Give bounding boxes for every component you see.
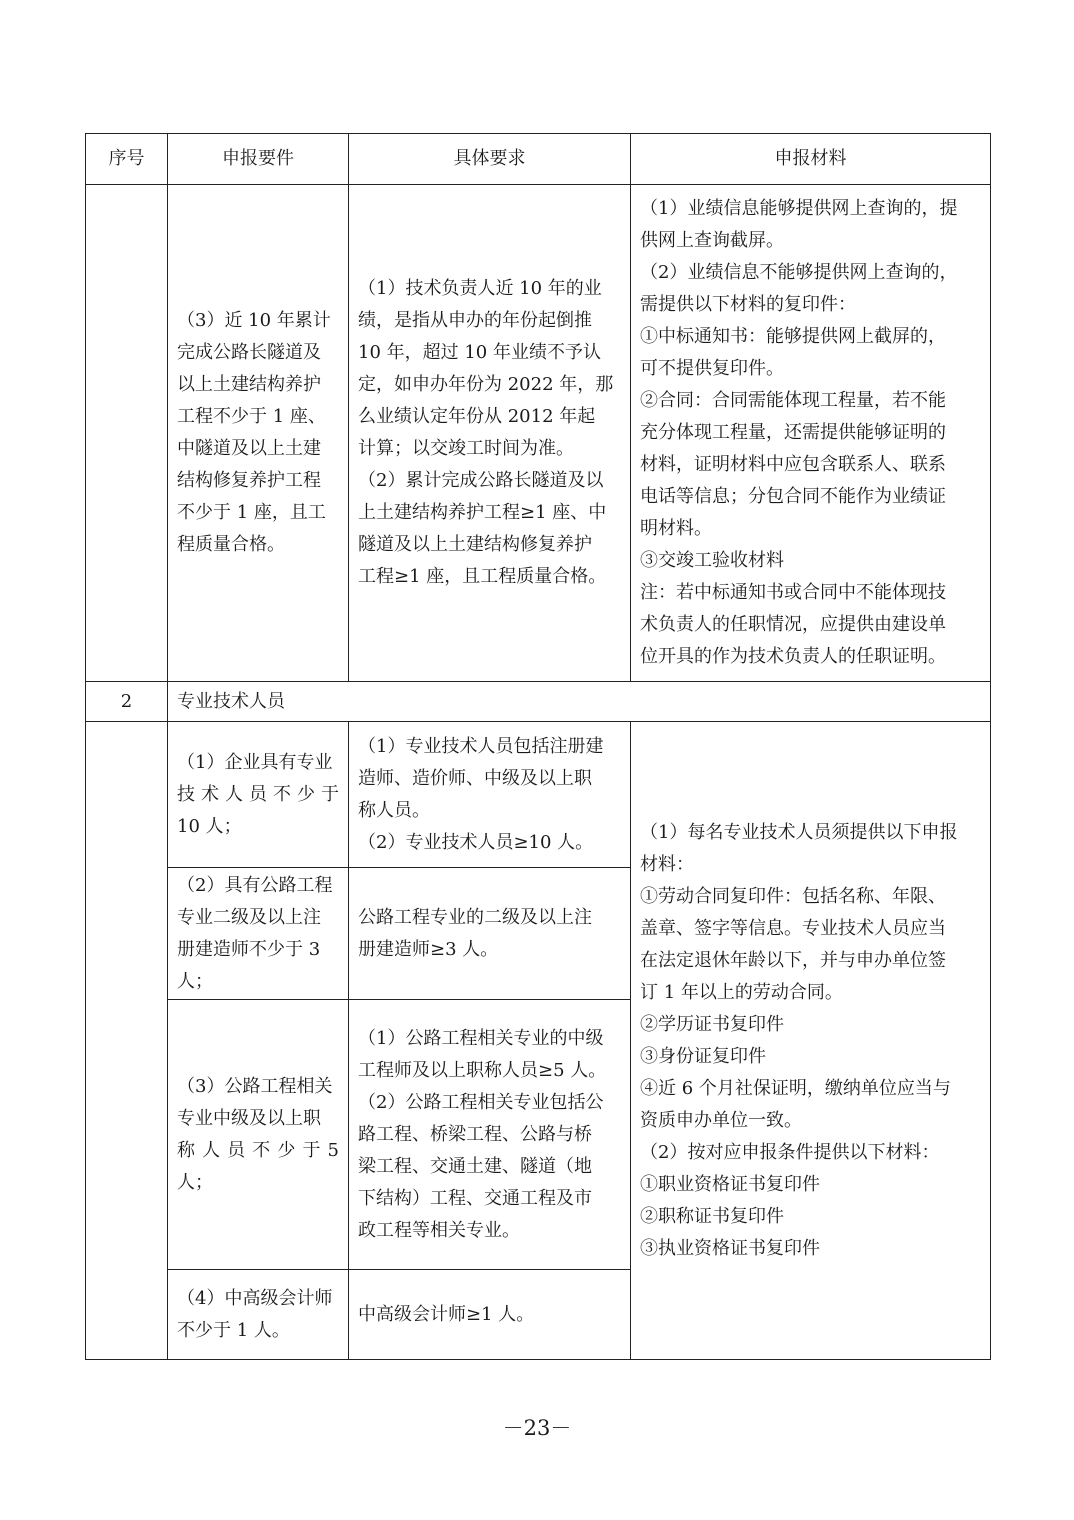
text-line: 10 人； [177,815,242,837]
text-line: 不少于 1 人。 [177,1319,290,1341]
text-line: 电话等信息；分包合同不能作为业绩证 [640,486,946,507]
cell-requirement [168,722,349,868]
text-line: （1）企业具有专业 [177,751,333,773]
cell-specific-requirement [349,1000,631,1270]
text-line: （2）累计完成公路长隧道及以 [358,470,604,491]
text-line: 在法定退休年龄以下，并与申办单位签 [640,949,946,971]
text-line: 册建造师不少于 3 [177,938,321,960]
text-line: 中隧道及以上土建 [177,438,321,459]
text-line: 材料，证明材料中应包含联系人、联系 [640,454,946,475]
text-line: 梁工程、交通土建、隧道（地 [358,1155,592,1177]
cell-materials [631,185,991,682]
cell-specific-requirement [349,1270,631,1360]
text-line: （1）专业技术人员包括注册建 [358,735,604,757]
text-line: 公路工程专业的二级及以上注 [358,906,592,928]
cell-requirement [168,1000,349,1270]
text-line: 工程师及以上职称人员≥5 人。 [358,1059,607,1081]
text-line: 专业中级及以上职 [177,1107,321,1129]
text-line: ②合同：合同需能体现工程量，若不能 [640,390,946,411]
text-line: 程质量合格。 [177,534,285,555]
text-line: 政工程等相关专业。 [358,1219,520,1241]
cell-serial-empty [86,722,168,1360]
cell-materials [631,722,991,1360]
text-line: 10 年，超过 10 年业绩不予认 [358,342,601,363]
text-line: 完成公路长隧道及 [177,342,321,363]
text-line: ③执业资格证书复印件 [640,1237,820,1259]
text-line: 工程≥1 座，且工程质量合格。 [358,566,607,587]
text-line: ③身份证复印件 [640,1045,766,1067]
text-line: （3）近 10 年累计 [177,310,331,331]
text-line: 注：若中标通知书或合同中不能体现技 [640,582,946,603]
section-title: 专业技术人员 [168,682,991,722]
table-row-performance [86,185,991,682]
text-line: （2）公路工程相关专业包括公 [358,1091,604,1113]
text-line: 供网上查询截屏。 [640,230,784,251]
text-line: 明材料。 [640,518,712,539]
text-line: 计算；以交竣工时间为准。 [358,438,574,459]
text-line: 造师、造价师、中级及以上职 [358,767,592,789]
text-line: （3）公路工程相关 [177,1075,333,1097]
page-number: －23－ [502,1416,572,1440]
text-line: 不少于 1 座，且工 [177,502,326,523]
text-line: 技 术 人 员 不 少 于 [177,783,339,805]
text-line: 称人员。 [358,799,430,821]
text-line: 人； [177,970,213,992]
text-line: （1）业绩信息能够提供网上查询的，提 [640,198,958,219]
requirements-table [85,133,991,1360]
text-line: 可不提供复印件。 [640,358,784,379]
cell-serial-empty [86,185,168,682]
text-line: 专业二级及以上注 [177,906,321,928]
text-line: 工程不少于 1 座、 [177,406,326,427]
text-line: 么业绩认定年份从 2012 年起 [358,406,596,427]
text-line: 定，如申办年份为 2022 年，那 [358,374,614,395]
text-line: （1）公路工程相关专业的中级 [358,1027,604,1049]
text-line: 上土建结构养护工程≥1 座、中 [358,502,607,523]
text-line: 人； [177,1171,213,1193]
text-line: 盖章、签字等信息。专业技术人员应当 [640,917,946,939]
cell-specific-requirement [349,185,631,682]
text-line: （1）每名专业技术人员须提供以下申报 [640,821,958,843]
header-row [86,134,991,185]
text-line: ①劳动合同复印件：包括名称、年限、 [640,885,946,907]
text-line: 需提供以下材料的复印件： [640,294,856,315]
text-line: 结构修复养护工程 [177,470,321,491]
text-line: 充分体现工程量，还需提供能够证明的 [640,422,946,443]
header-specific-requirement: 具体要求 [349,134,631,185]
text-line: 下结构）工程、交通工程及市 [358,1187,592,1209]
text-line: 隧道及以上土建结构修复养护 [358,534,592,555]
header-requirement: 申报要件 [168,134,349,185]
text-line: 中高级会计师≥1 人。 [358,1303,535,1325]
text-line: 资质申办单位一致。 [640,1109,802,1131]
header-materials: 申报材料 [631,134,991,185]
text-line: ③交竣工验收材料 [640,550,784,571]
text-line: （1）技术负责人近 10 年的业 [358,278,602,299]
text-line: （2）具有公路工程 [177,874,333,896]
table-row-staff-1 [86,722,991,868]
cell-specific-requirement [349,868,631,1000]
text-line: （2）按对应申报条件提供以下材料： [640,1141,940,1163]
text-line: ①中标通知书：能够提供网上截屏的， [640,326,946,347]
text-line: （4）中高级会计师 [177,1287,333,1309]
text-line: 术负责人的任职情况，应提供由建设单 [640,614,946,635]
table-row-section-2 [86,682,991,722]
text-line: ②学历证书复印件 [640,1013,784,1035]
text-line: 材料： [640,853,694,875]
text-line: 位开具的作为技术负责人的任职证明。 [640,646,946,667]
cell-specific-requirement [349,722,631,868]
text-line: 册建造师≥3 人。 [358,938,499,960]
text-line: 订 1 年以上的劳动合同。 [640,981,843,1003]
cell-requirement [168,185,349,682]
text-line: ④近 6 个月社保证明，缴纳单位应当与 [640,1077,951,1099]
cell-requirement [168,868,349,1000]
text-line: ①职业资格证书复印件 [640,1173,820,1195]
text-line: 路工程、桥梁工程、公路与桥 [358,1123,592,1145]
text-line: 称 人 员 不 少 于 5 [177,1139,339,1161]
text-line: （2）专业技术人员≥10 人。 [358,831,594,853]
text-line: （2）业绩信息不能够提供网上查询的， [640,262,958,283]
text-line: 以上土建结构养护 [177,374,321,395]
header-serial-number: 序号 [86,134,168,185]
text-line: ②职称证书复印件 [640,1205,784,1227]
text-line: 绩，是指从申办的年份起倒推 [358,310,592,331]
cell-serial-2: 2 [86,682,168,722]
cell-requirement [168,1270,349,1360]
